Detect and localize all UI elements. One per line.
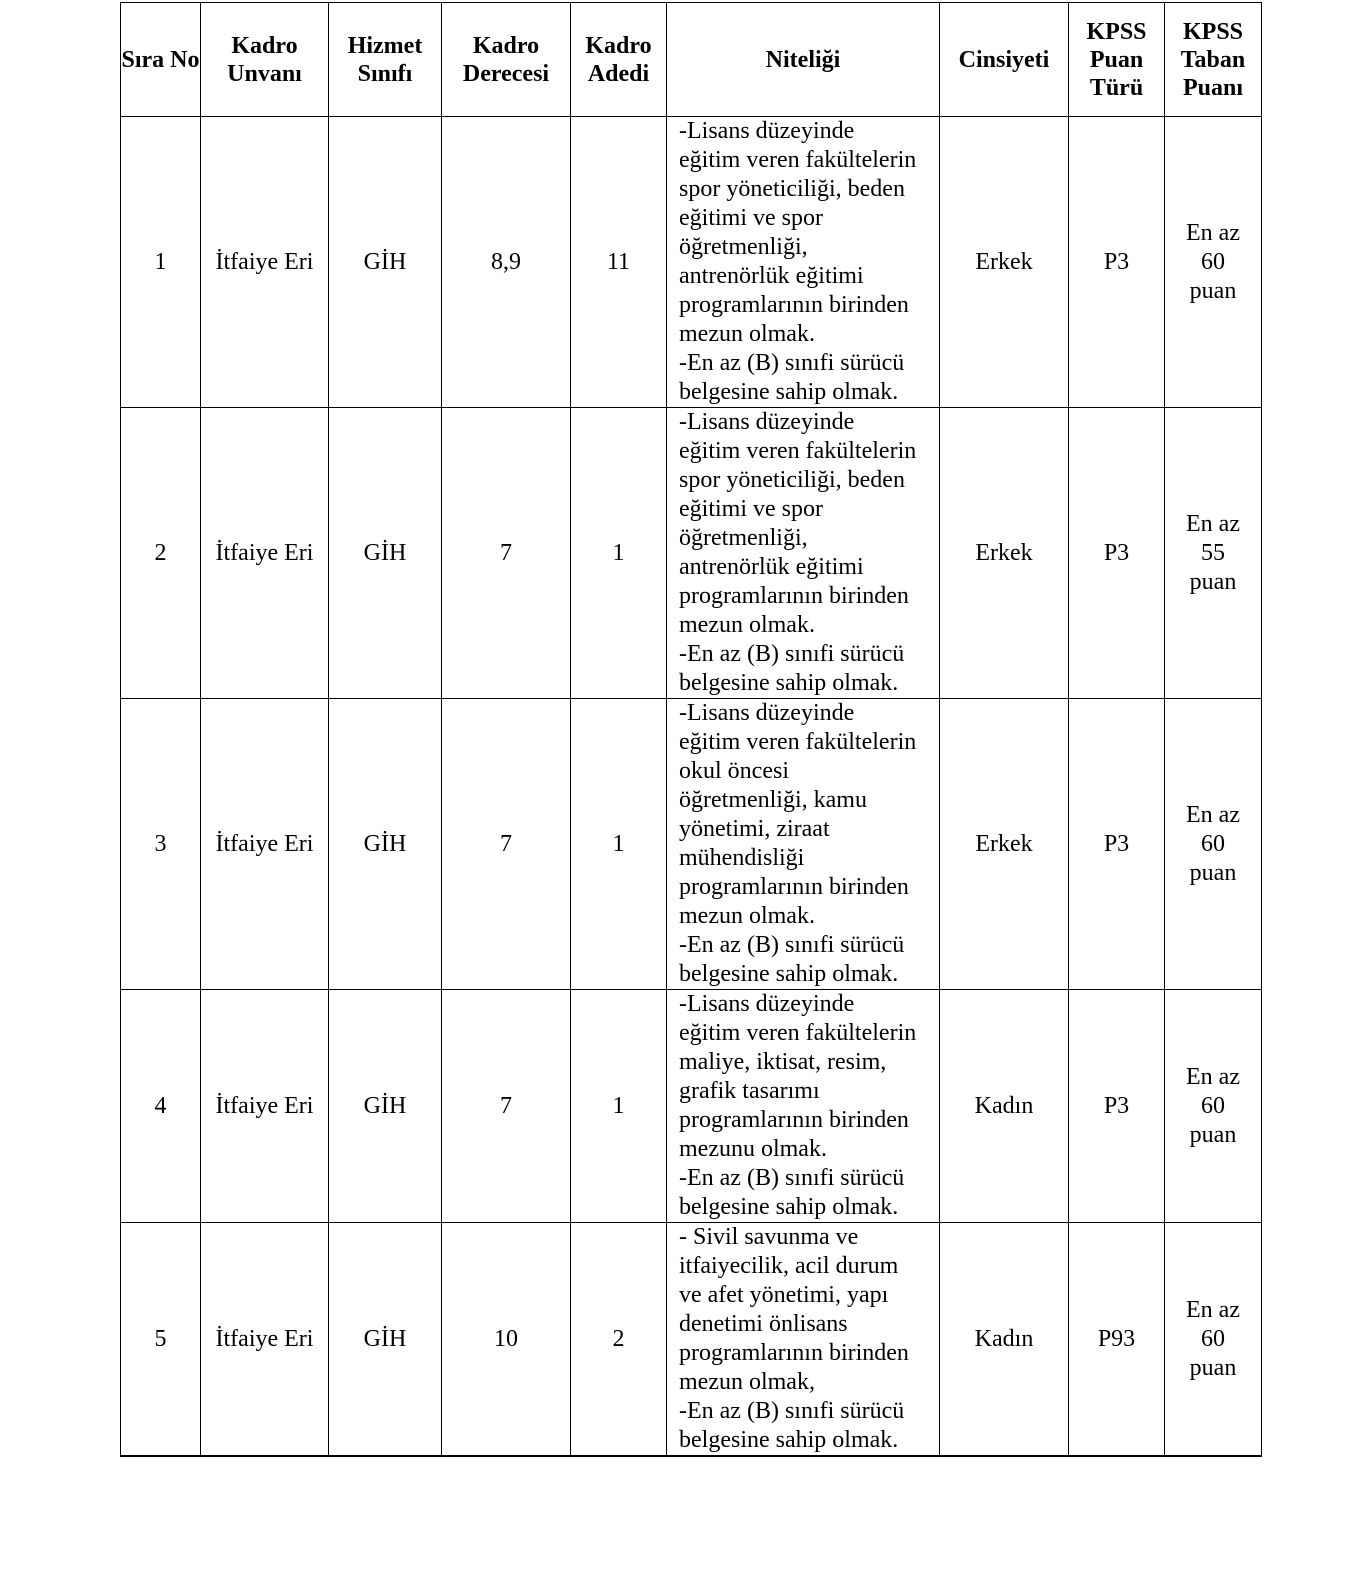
header-kadro-adedi: Kadro Adedi — [571, 3, 667, 117]
niteligi-line: programlarının birinden — [679, 1340, 909, 1366]
cell-sira-no: 3 — [121, 699, 201, 990]
header-hizmet-sinifi: Hizmet Sınıfı — [329, 3, 442, 117]
cell-kadro-adedi: 1 — [571, 990, 667, 1223]
cell-sira-no: 2 — [121, 408, 201, 699]
niteligi-line: -En az (B) sınıfi sürücü — [679, 932, 905, 958]
cell-cinsiyeti: Kadın — [940, 1223, 1069, 1457]
niteligi-line: -Lisans düzeyinde — [679, 700, 855, 726]
cell-sira-no: 4 — [121, 990, 201, 1223]
taban-puani-line: puan — [1189, 859, 1237, 886]
cell-cinsiyeti: Erkek — [940, 408, 1069, 699]
cell-sira-no: 5 — [121, 1223, 201, 1457]
niteligi-line: ve afet yönetimi, yapı — [679, 1282, 889, 1308]
table-row — [121, 408, 1262, 699]
table-row — [121, 699, 1262, 990]
header-cinsiyeti: Cinsiyeti — [940, 3, 1069, 117]
taban-puani-line: En az — [1186, 219, 1240, 246]
niteligi-line: eğitimi ve spor — [679, 496, 823, 522]
niteligi-line: mühendisliği — [679, 845, 805, 871]
taban-puani-line: En az — [1186, 1063, 1240, 1090]
cell-kadro-adedi: 2 — [571, 1223, 667, 1457]
niteligi-line: programlarının birinden — [679, 874, 909, 900]
cell-kadro-derecesi: 10 — [442, 1223, 571, 1457]
niteligi-line: eğitim veren fakültelerin — [679, 1020, 917, 1046]
niteligi-line: spor yöneticiliği, beden — [679, 467, 905, 493]
cell-kadro-unvani: İtfaiye Eri — [201, 408, 329, 699]
cell-kadro-adedi: 1 — [571, 408, 667, 699]
taban-puani-line: puan — [1189, 568, 1237, 595]
niteligi-line: eğitimi ve spor — [679, 205, 823, 231]
niteligi-line: belgesine sahip olmak. — [679, 670, 899, 696]
niteligi-line: programlarının birinden — [679, 1107, 909, 1133]
cell-kadro-unvani: İtfaiye Eri — [201, 990, 329, 1223]
cell-kpss-puan-turu: P93 — [1069, 1223, 1165, 1457]
cell-kpss-taban-puani — [1165, 990, 1262, 1223]
cell-kpss-taban-puani — [1165, 1223, 1262, 1457]
cell-kadro-unvani: İtfaiye Eri — [201, 1223, 329, 1457]
cell-niteligi — [667, 699, 940, 990]
niteligi-line: okul öncesi — [679, 758, 789, 784]
table-body — [121, 117, 1262, 1457]
taban-puani-line: 60 — [1201, 830, 1225, 857]
cell-kadro-unvani: İtfaiye Eri — [201, 699, 329, 990]
cell-hizmet-sinifi: GİH — [329, 408, 442, 699]
cell-kadro-unvani: İtfaiye Eri — [201, 117, 329, 408]
cell-kpss-puan-turu: P3 — [1069, 990, 1165, 1223]
niteligi-line: mezunu olmak. — [679, 1136, 827, 1162]
cell-niteligi — [667, 408, 940, 699]
cell-kpss-puan-turu: P3 — [1069, 408, 1165, 699]
kadro-table — [120, 2, 1262, 1457]
taban-puani-line: 60 — [1201, 248, 1225, 275]
niteligi-line: belgesine sahip olmak. — [679, 961, 899, 987]
taban-puani-line: puan — [1189, 1121, 1237, 1148]
header-kpss-puan-turu: KPSS Puan Türü — [1069, 3, 1165, 117]
table-row — [121, 1223, 1262, 1457]
cell-kadro-derecesi: 7 — [442, 408, 571, 699]
header-kadro-derecesi: Kadro Derecesi — [442, 3, 571, 117]
niteligi-line: öğretmenliği, — [679, 525, 808, 551]
cell-sira-no: 1 — [121, 117, 201, 408]
cell-hizmet-sinifi: GİH — [329, 117, 442, 408]
cell-cinsiyeti: Erkek — [940, 117, 1069, 408]
header-kadro-unvani: Kadro Unvanı — [201, 3, 329, 117]
niteligi-line: programlarının birinden — [679, 583, 909, 609]
niteligi-line: öğretmenliği, kamu — [679, 787, 867, 813]
cell-kpss-taban-puani — [1165, 699, 1262, 990]
niteligi-line: belgesine sahip olmak. — [679, 379, 899, 405]
niteligi-line: programlarının birinden — [679, 292, 909, 318]
header-niteligi: Niteliği — [667, 3, 940, 117]
header-kpss-taban-puani: KPSS Taban Puanı — [1165, 3, 1262, 117]
niteligi-line: -En az (B) sınıfi sürücü — [679, 1398, 905, 1424]
table-row — [121, 990, 1262, 1223]
taban-puani-line: 60 — [1201, 1325, 1225, 1352]
table-row — [121, 117, 1262, 408]
cell-kpss-taban-puani — [1165, 117, 1262, 408]
niteligi-line: mezun olmak, — [679, 1369, 815, 1395]
niteligi-line: mezun olmak. — [679, 612, 815, 638]
header-sira-no: Sıra No — [121, 3, 201, 117]
cell-hizmet-sinifi: GİH — [329, 699, 442, 990]
cell-kadro-derecesi: 8,9 — [442, 117, 571, 408]
taban-puani-line: En az — [1186, 1296, 1240, 1323]
niteligi-line: -Lisans düzeyinde — [679, 409, 855, 435]
taban-puani-line: puan — [1189, 277, 1237, 304]
cell-kadro-derecesi: 7 — [442, 699, 571, 990]
niteligi-line: maliye, iktisat, resim, — [679, 1049, 887, 1075]
cell-kpss-taban-puani — [1165, 408, 1262, 699]
taban-puani-line: En az — [1186, 510, 1240, 537]
niteligi-line: grafik tasarımı — [679, 1078, 820, 1104]
niteligi-line: -Lisans düzeyinde — [679, 118, 855, 144]
niteligi-line: -En az (B) sınıfi sürücü — [679, 1165, 905, 1191]
niteligi-line: yönetimi, ziraat — [679, 816, 830, 842]
cell-kpss-puan-turu: P3 — [1069, 699, 1165, 990]
niteligi-line: belgesine sahip olmak. — [679, 1427, 899, 1453]
cell-hizmet-sinifi: GİH — [329, 990, 442, 1223]
niteligi-line: -En az (B) sınıfi sürücü — [679, 641, 905, 667]
cell-cinsiyeti: Kadın — [940, 990, 1069, 1223]
cell-niteligi — [667, 990, 940, 1223]
taban-puani-line: 60 — [1201, 1092, 1225, 1119]
taban-puani-line: puan — [1189, 1354, 1237, 1381]
niteligi-line: öğretmenliği, — [679, 234, 808, 260]
cell-cinsiyeti: Erkek — [940, 699, 1069, 990]
taban-puani-line: 55 — [1201, 539, 1225, 566]
niteligi-line: antrenörlük eğitimi — [679, 263, 864, 289]
header-row — [121, 3, 1262, 117]
cell-kpss-puan-turu: P3 — [1069, 117, 1165, 408]
niteligi-line: - Sivil savunma ve — [679, 1224, 859, 1250]
niteligi-line: eğitim veren fakültelerin — [679, 438, 917, 464]
cell-niteligi — [667, 117, 940, 408]
niteligi-line: antrenörlük eğitimi — [679, 554, 864, 580]
cell-kadro-derecesi: 7 — [442, 990, 571, 1223]
niteligi-line: -Lisans düzeyinde — [679, 991, 855, 1017]
niteligi-line: denetimi önlisans — [679, 1311, 848, 1337]
cell-kadro-adedi: 11 — [571, 117, 667, 408]
cell-hizmet-sinifi: GİH — [329, 1223, 442, 1457]
niteligi-line: eğitim veren fakültelerin — [679, 147, 917, 173]
cell-niteligi — [667, 1223, 940, 1457]
niteligi-line: -En az (B) sınıfi sürücü — [679, 350, 905, 376]
taban-puani-line: En az — [1186, 801, 1240, 828]
niteligi-line: itfaiyecilik, acil durum — [679, 1253, 899, 1279]
niteligi-line: eğitim veren fakültelerin — [679, 729, 917, 755]
niteligi-line: spor yöneticiliği, beden — [679, 176, 905, 202]
niteligi-line: mezun olmak. — [679, 903, 815, 929]
niteligi-line: belgesine sahip olmak. — [679, 1194, 899, 1220]
niteligi-line: mezun olmak. — [679, 321, 815, 347]
cell-kadro-adedi: 1 — [571, 699, 667, 990]
